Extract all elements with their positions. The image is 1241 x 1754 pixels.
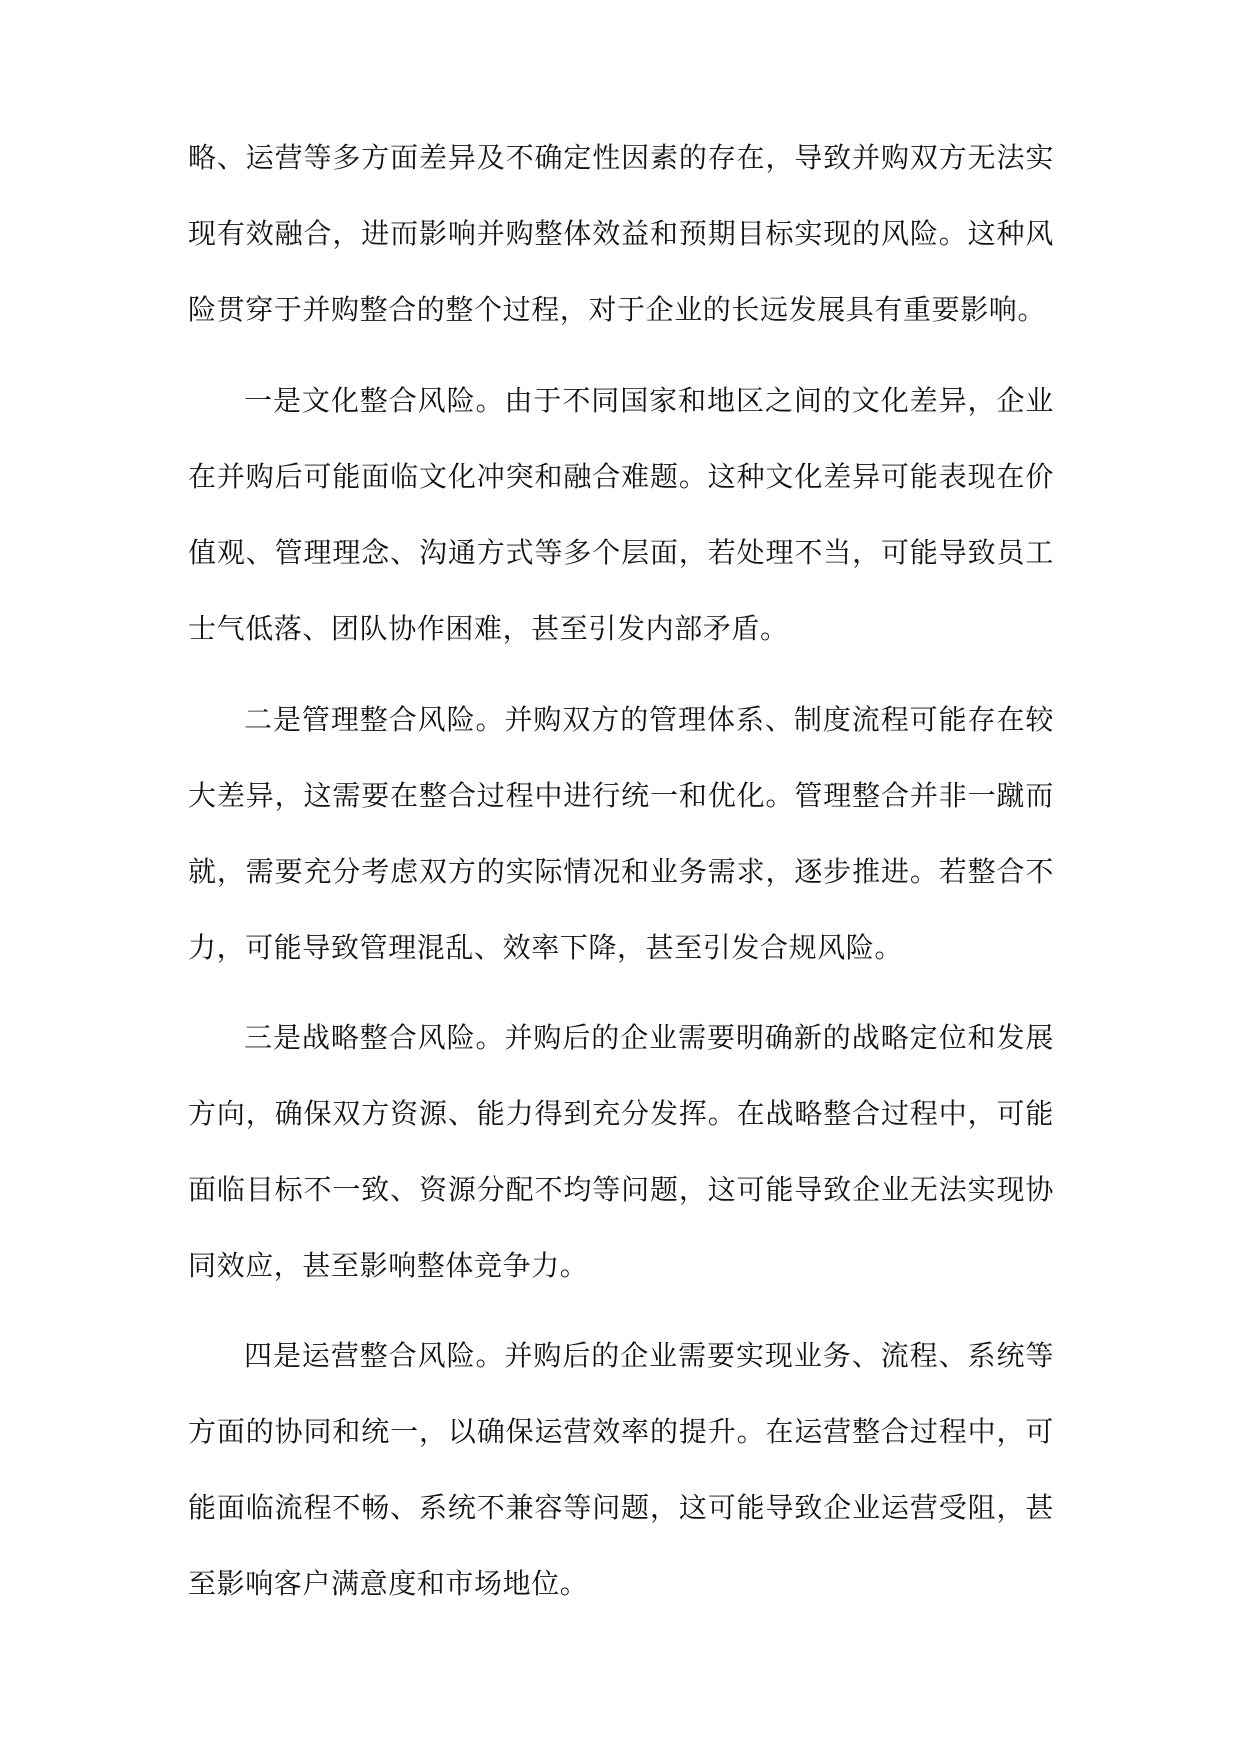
paragraph-line: 能面临流程不畅、系统不兼容等问题，这可能导致企业运营受阻，甚 [188,1491,1054,1524]
paragraph-line: 大差异，这需要在整合过程中进行统一和优化。管理整合并非一蹴而 [188,779,1054,812]
paragraph-line: 方面的协同和统一，以确保运营效率的提升。在运营整合过程中，可 [188,1415,1054,1448]
paragraph-operations-risk [188,1318,1054,1622]
paragraph-line: 现有效融合，进而影响并购整体效益和预期目标实现的风险。这种风 [188,217,1054,250]
paragraph-management-risk [188,682,1054,986]
paragraph-line: 二是管理整合风险。并购双方的管理体系、制度流程可能存在较 [244,703,1054,736]
paragraph-line: 四是运营整合风险。并购后的企业需要实现业务、流程、系统等 [244,1339,1054,1372]
paragraph-intro-continued [188,120,1054,348]
paragraph-line: 一是文化整合风险。由于不同国家和地区之间的文化差异，企业 [244,384,1054,417]
paragraph-line: 就，需要充分考虑双方的实际情况和业务需求，逐步推进。若整合不 [188,855,1054,888]
paragraph-strategy-risk [188,1000,1054,1304]
paragraph-line: 值观、管理理念、沟通方式等多个层面，若处理不当，可能导致员工 [188,536,1054,569]
paragraph-line: 方向，确保双方资源、能力得到充分发挥。在战略整合过程中，可能 [188,1097,1054,1130]
paragraph-line: 三是战略整合风险。并购后的企业需要明确新的战略定位和发展 [244,1021,1054,1054]
paragraph-line: 同效应，甚至影响整体竞争力。 [188,1249,589,1282]
paragraph-line: 力，可能导致管理混乱、效率下降，甚至引发合规风险。 [188,931,904,964]
paragraph-culture-risk [188,363,1054,667]
paragraph-line: 士气低落、团队协作困难，甚至引发内部矛盾。 [188,612,789,645]
paragraph-line: 在并购后可能面临文化冲突和融合难题。这种文化差异可能表现在价 [188,460,1054,493]
paragraph-line: 面临目标不一致、资源分配不均等问题，这可能导致企业无法实现协 [188,1173,1054,1206]
paragraph-line: 略、运营等多方面差异及不确定性因素的存在，导致并购双方无法实 [188,141,1054,174]
paragraph-line: 险贯穿于并购整合的整个过程，对于企业的长远发展具有重要影响。 [188,293,1047,326]
paragraph-line: 至影响客户满意度和市场地位。 [188,1567,589,1600]
